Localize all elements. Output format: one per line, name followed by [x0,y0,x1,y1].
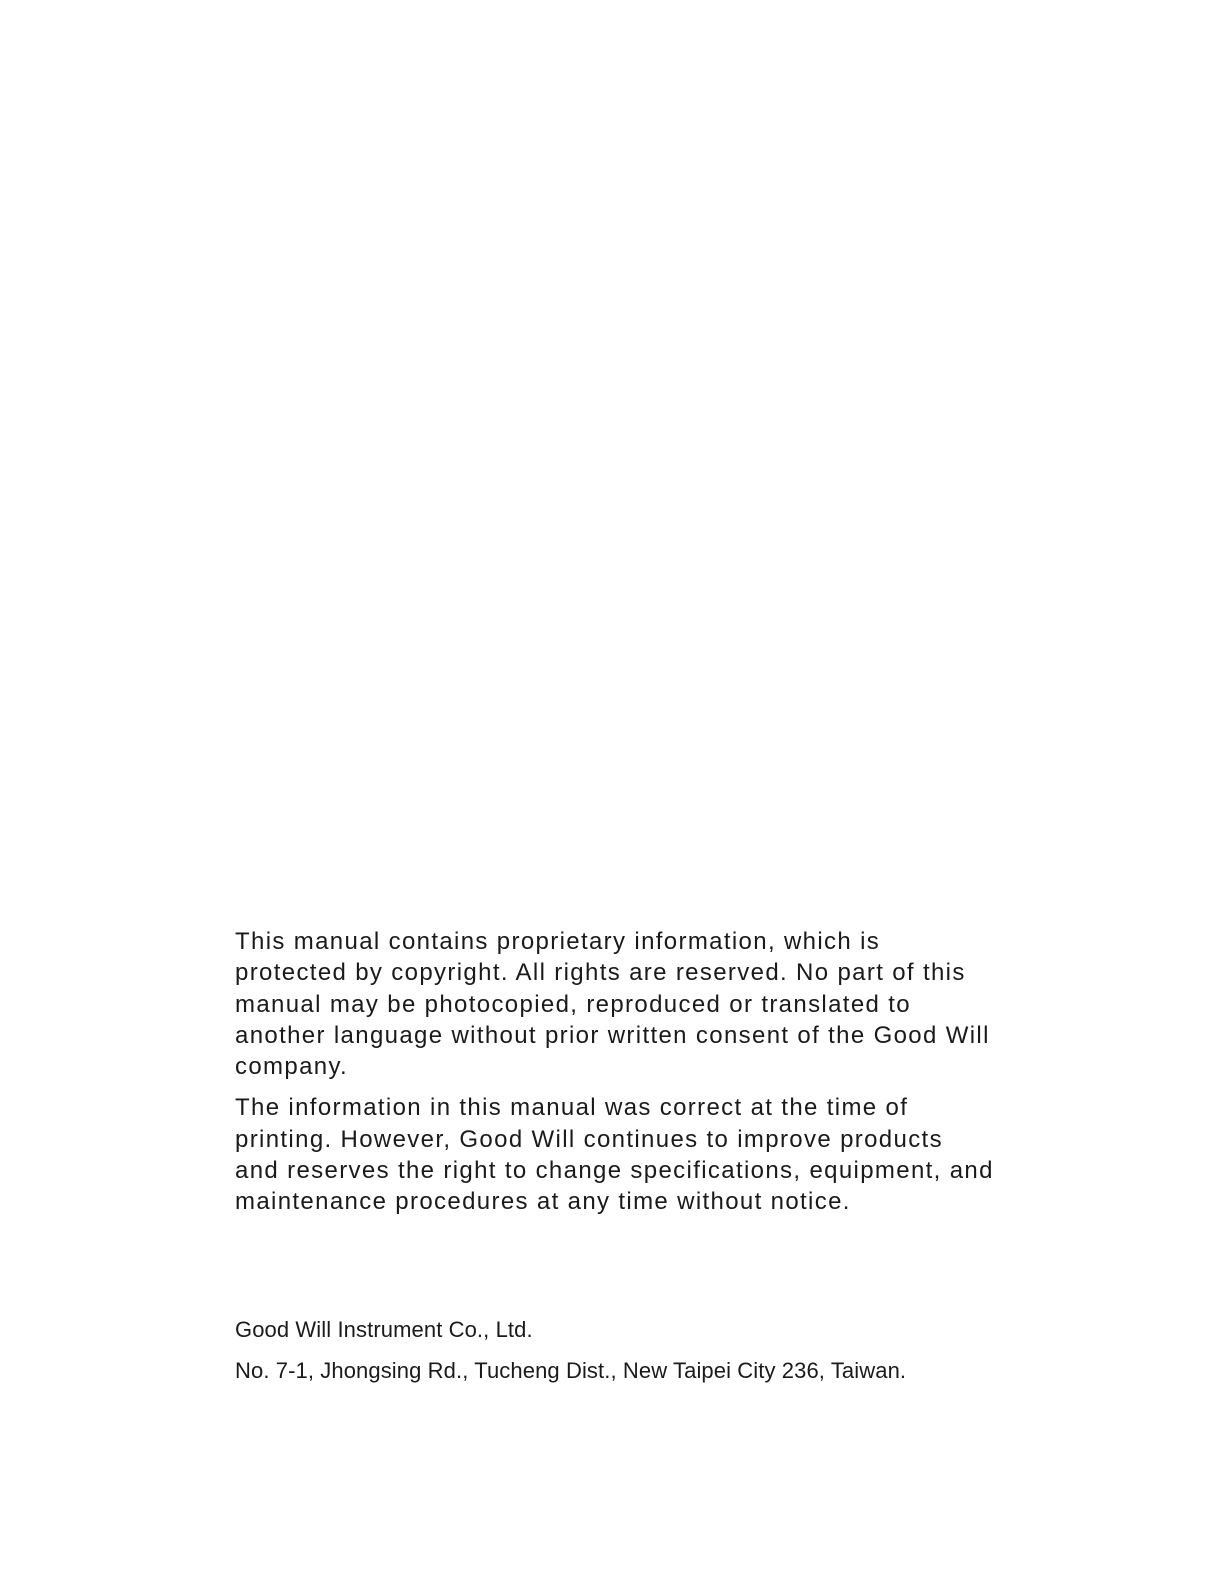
company-info [235,1315,1135,1386]
copyright-notice [235,926,1035,1218]
copyright-paragraph-1: This manual contains proprietary information, which is protected by copyright. All rights are reserved. No part of this manual may be photocopied, reproduced or translated to another language without prior written consent of the Good Will company. [235,928,990,1081]
company-name: Good Will Instrument Co., Ltd. [235,1317,533,1342]
company-address: No. 7-1, Jhongsing Rd., Tucheng Dist., New Taipei City 236, Taiwan. [235,1358,907,1383]
copyright-paragraph-2: The information in this manual was correct at the time of printing. However, Good Will continues to improve products and reserves the right to change specifications, equipment, and maintenance procedures at any time without notice. [235,1094,994,1216]
